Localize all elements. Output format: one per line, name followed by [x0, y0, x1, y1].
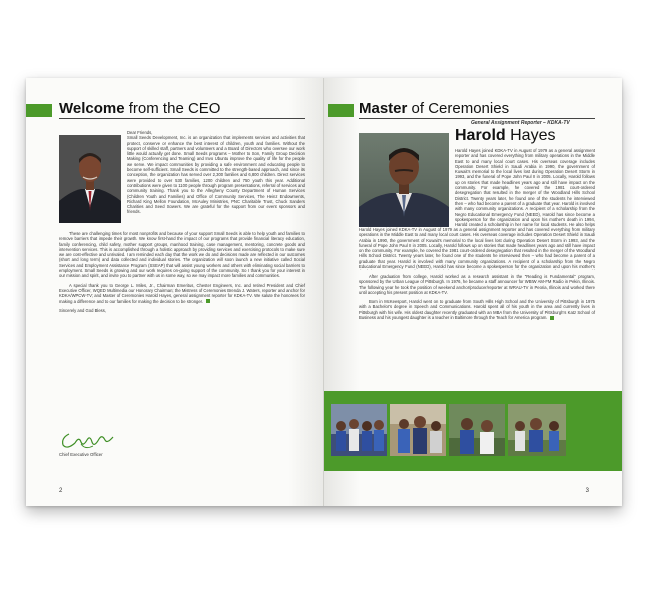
title-underline	[59, 118, 305, 119]
mc-name: Harold Hayes	[455, 127, 556, 144]
bio-paragraph-2: After graduation from college, Harold worked as a research assistant in the "Reading is Fundamental" program, sponsored by the Urban League of Pittsburgh. In 1976, he became a staff announcer for WBIW AM-FM Radio in Pekin, Illinois. The following year he took the position of weekend anchor/producer/reporter at WRAU-TV in Peoria, Illinois and worked there until accepting his present position at KDKA-TV.	[359, 274, 595, 295]
end-mark-square	[550, 316, 554, 320]
left-page	[26, 78, 324, 506]
bio-body-full	[359, 227, 595, 320]
bio-paragraph-top: Harold Hayes joined KDKA-TV in August of 1979 as a general assignment reporter and has covered everything from military operations in the Middle East to and many local court cases. His overseas coverage includes Operation Desert Shield in Saudi Arabia in 1990, the government of Kuwait's memorial to the local lives lost during Operation Desert Storm in 1993, and the funeral of Pope John Paul II in 2005. Locally, Harold follows up on stories that made headlines years ago and still have impact on the community. For example, he covered the 1981 court-ordered desegregation that resulted in the merger of the Woodland Hills School District. Twenty years later, he found one of the students he interviewed then – who had become a parent of a graduate that year. Harold is involved with many community organizations. A recipient of a scholarship from the Negro Educational Emergency Fund (NEED), Harold has since become a spokesperson for the organization and upon his mother's death in 1994, Harold created a scholarship in her name for local students. He also helps	[455, 148, 595, 227]
welcome-body-top	[127, 130, 305, 228]
greeting-text: Dear Friends,	[127, 130, 153, 135]
title-accent-bar	[26, 104, 52, 117]
event-photo-4	[508, 404, 566, 456]
event-photo-1	[331, 404, 387, 456]
page-number-left: 2	[59, 488, 63, 494]
welcome-body-full	[59, 231, 305, 313]
signer-title: Chief Executive Officer	[59, 452, 103, 457]
left-page-title: Welcome from the CEO	[59, 100, 221, 117]
page-number-right: 3	[585, 488, 589, 494]
title-underline	[359, 118, 595, 119]
mc-photo	[359, 133, 449, 227]
end-mark-square	[206, 299, 210, 303]
welcome-paragraph-1: Small Seeds Development, Inc. is an organization that implements services and activities that protect, conserve or enhance the best interest of children, youth and families. Without the support of skilled staff, partners and volunteers and a Board of Directors who oversee our work little would actually get done. Small Seeds programs – Mother to Son, Family Group Decision Making (Conferencing and Teaming) and Invo Ubuntu improve the quality of life for the people we serve. We impact communities by providing a safe environment and educating people to become self-sufficient. Small Seeds is committed to the strength-based approach, and since its conception, the organization has served over 2,300 families and 6,800 children. Direct services were provided to over 530 families, 1200 children and 750 youth this year. Additional contributions were given to 1100 people through program presentations, referral of services and community training. Thank you to the Allegheny County Department of Human Services (Children Youth and Families) and Office of Community Services, The Heinz Endowments, Richard King Mellon Foundation, McAuley Ministries, PNC Charitable Trust, Chuck Sanders Charities and Seed Sowers. We are grateful for the support from our event sponsors and friends.	[127, 135, 305, 215]
bio-paragraph-3: Born in McKeesport, Harold went on to graduate from South Hills High School and the University of Pittsburgh in 1975 with a Bachelor's degree in Speech and Communications. Harold spent all of his youth in the area and currently lives in Pittsburgh with his wife. His oldest daughter recently graduated with an MBA from the University of Pittsburgh's Katz School of Business and his youngest daughter is a teacher in Baltimore through the Teach for America program.	[359, 299, 595, 321]
welcome-paragraph-2: These are challenging times for most nonprofits and because of your support Small Seeds is able to help youth and families to remove barriers that impede their growth. We know first-hand the impact of our programs that provide financial literacy education, family conferencing, child safety, mother support groups, manhood training, case management, mentoring, concrete goods and intervention services. This is accomplished through a holistic approach by providing services and exercising protocols to make sure we are cost-effective and unrivaled. I am reminded each day that the work we do and decisions made are reflected in our outcomes (short and long term) and data collected and individual stories. The organization will soon launch a new initiative called Social Services and Employment Assistance Program (SSEAP) that will assist young workers and others with eliminating social barriers to employment. Small Seeds is growing and our work requires on-going support of the community. So I thank you for your interest in our mission and spirit, and invite you to partner with us in some way, so we may impact more families and communities.	[59, 231, 305, 279]
right-page	[324, 78, 622, 506]
closing-text: Sincerely and God Bless,	[59, 307, 107, 313]
title-accent-bar	[328, 104, 354, 117]
event-photo-3	[449, 404, 505, 456]
ceo-photo	[59, 135, 121, 223]
welcome-paragraph-3: A special thank you to George L. Miles, Jr., Chairman Emeritus, Chester Engineers, Inc. and retired President and Chief Executive Officer, WQED Multimedia our Honorary Chairman; the Mistress of Ceremonies Brenda J. Waters, reporter and anchor for KDKA/WPCW-TV; and Master of Ceremonies Harold Hayes, general assignment reporter for KDKA-TV. We salute the honorees for making a difference and to our families for making the decision to be stronger.	[59, 282, 305, 304]
mc-subtitle: General Assignment Reporter – KDKA-TV	[471, 120, 570, 126]
right-page-title: Master of Ceremonies	[359, 100, 510, 117]
event-photo-2	[390, 404, 446, 456]
bio-paragraph-1-cont: Harold Hayes joined KDKA-TV in August of 1979 as a general assignment reporter and has covered everything from military operations in the Middle East to and many local court cases. His overseas coverage includes Operation Desert Shield in Saudi Arabia in 1990, the government of Kuwait's memorial to the local lives lost during Operation Desert Storm in 1993, and the funeral of Pope John Paul II in 2005. Locally, Harold follows up on stories that made headlines years ago and still have impact on the community. For example, he covered the 1981 court-ordered desegregation that resulted in the merger of the Woodland Hills School District. Twenty years later, he found one of the students he interviewed then – who had become a parent of a graduate that year. Harold is involved with many community organizations. A recipient of a scholarship from the Negro Educational Emergency Fund (NEED), Harold has since become a spokesperson for the organization and upon his mother's	[359, 227, 595, 270]
brochure-spread	[26, 78, 622, 506]
